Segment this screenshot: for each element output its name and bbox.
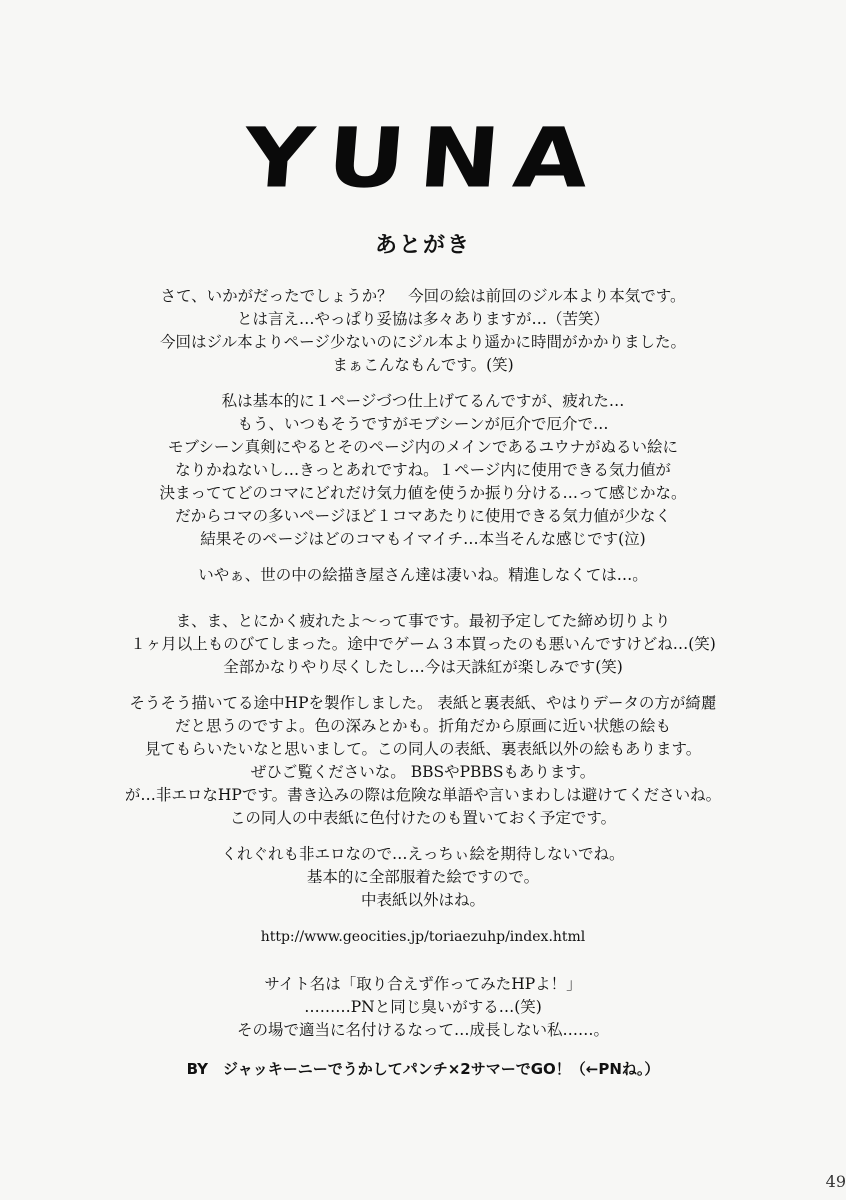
text-line: そうそう描いてる途中HPを製作しました。 表紙と裏表紙、やはりデータの方が綺麗 — [129, 694, 717, 712]
text-line: その場で適当に名付けるなって…成長しない私……。 — [236, 1021, 609, 1039]
text-line: とは言え…やっぱり妥協は多々ありますが…（苦笑） — [236, 310, 609, 328]
text-line: もう、いつもそうですがモブシーンが厄介で厄介で… — [237, 415, 609, 433]
yuna-logo: YUNA — [240, 109, 606, 207]
text-line: だと思うのですよ。色の深みとかも。折角だから原画に近い状態の絵も — [174, 717, 671, 735]
text-line: 私は基本的に１ページづつ仕上げてるんですが、疲れた… — [221, 392, 625, 410]
text-line: まぁこんなもんです。(笑) — [332, 356, 514, 374]
paragraph-process — [60, 390, 786, 551]
text-line: が…非エロなHPです。書き込みの際は危険な単語や言いまわしは避けてくださいね。 — [124, 786, 722, 804]
text-line: なりかねないし…きっとあれですね。１ページ内に使用できる気力値が — [175, 461, 671, 479]
text-line: 今回はジル本よりページ少ないのにジル本より遥かに時間がかかりました。 — [160, 333, 686, 351]
paragraph-intro — [60, 285, 786, 377]
page-number: 49 — [825, 1172, 846, 1191]
text-line: さて、いかがだったでしょうか？ 今回の絵は前回のジル本より本気です。 — [160, 287, 686, 305]
text-line: ………PNと同じ臭いがする…(笑) — [304, 998, 542, 1016]
text-line: 結果そのページはどのコマもイマイチ…本当そんな感じです(泣) — [200, 530, 646, 548]
paragraph-notice — [60, 843, 786, 912]
text-line: この同人の中表紙に色付けたのも置いておく予定です。 — [229, 809, 617, 827]
text-line: ぜひご覧くださいな。 BBSやPBBSもあります。 — [250, 763, 596, 781]
text-line: 見てもらいたいなと思いまして。この同人の表紙、裏表紙以外の絵もあります。 — [144, 740, 702, 758]
text-line: くれぐれも非エロなので…えっちぃ絵を期待しないでね。 — [221, 845, 625, 863]
text-line: 中表紙以外はね。 — [360, 891, 485, 909]
paragraph-homepage — [60, 692, 786, 830]
text-line: １ヶ月以上ものびてしまった。途中でゲーム３本買ったのも悪いんですけどね…(笑) — [130, 635, 716, 653]
text-line: 基本的に全部服着た絵ですので。 — [306, 868, 540, 886]
text-line: いやぁ、世の中の絵描き屋さん達は凄いね。精進しなくては…。 — [198, 566, 648, 584]
afterword-heading: あとがき — [374, 233, 471, 258]
text-line: ま、ま、とにかく疲れたよ〜って事です。最初予定してた締め切りより — [175, 612, 671, 630]
text-line: サイト名は「取り合えず作ってみたHPよ！」 — [264, 975, 582, 993]
text-line: モブシーン真剣にやるとそのページ内のメインであるユウナがぬるい絵に — [168, 438, 678, 456]
text-line: 全部かなりやり尽くしたし…今は天誅紅が楽しみです(笑) — [223, 658, 623, 676]
author-byline: BY ジャッキーニーでうかしてパンチ×2サマーでGO！（←PNね。） — [186, 1060, 660, 1078]
text-line: だからコマの多いページほど１コマあたりに使用できる気力値が少なく — [175, 507, 671, 525]
homepage-url[interactable]: http://www.geocities.jp/toriaezuhp/index.html — [260, 929, 586, 945]
paragraph-tired — [60, 610, 786, 679]
text-line: 決まっててどのコマにどれだけ気力値を使うか振り分ける…って感じかな。 — [159, 484, 687, 502]
paragraph-site-name — [60, 973, 786, 1042]
paragraph-artists — [60, 564, 786, 587]
